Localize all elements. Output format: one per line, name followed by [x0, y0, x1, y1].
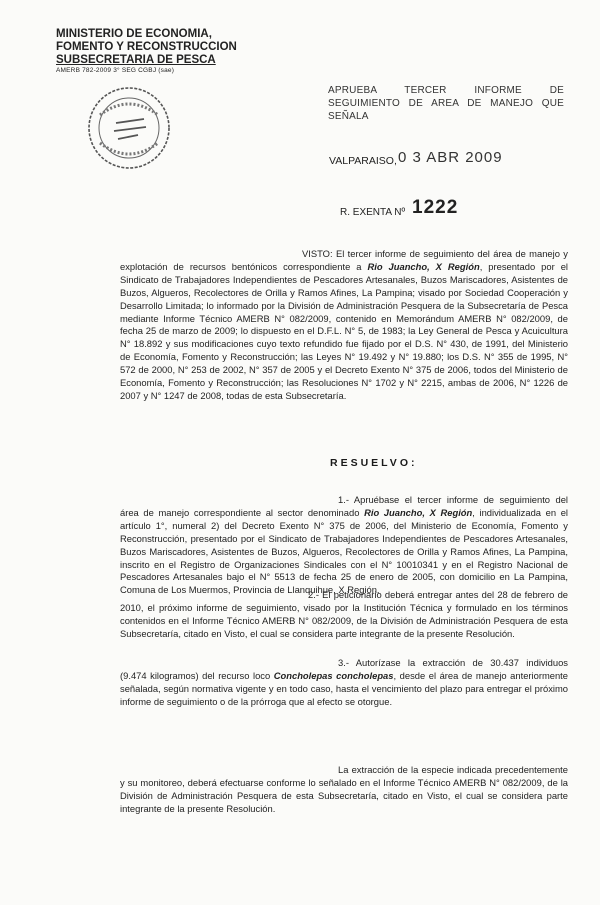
circular-stamp-icon: [86, 85, 172, 171]
resolution-subject: APRUEBA TERCER INFORME DE SEGUIMIENTO DE AREA DE MANEJO QUE SEÑALA: [328, 85, 564, 122]
article-3-continuation: La extracción de la especie indicada precedentemente y su monitoreo, deberá efectuarse conforme lo señalado en el Informe Técnico AMERB N° 082/2009, de la División de Administración Pesquera de esta Subsecretaría, citado en Visto, el cual se considera parte integrante de la presente Resolución.: [120, 764, 568, 814]
area-name: Rio Juancho, X Región: [364, 506, 473, 518]
article-1: 1.- Apruébase el tercer informe de seguimiento del área de manejo correspondiente al sector denominado Rio Juancho, X Región, individualizada en el artículo 1°, numeral 2) del Decreto Exento N° 375 de 2006, del Ministerio de Economía, Fomento y Reconstrucción, presentado por el Sindicato de Trabajadores Independientes de Pescadores Artesanales, Buzos Mariscadores, Asistentes de Buzos, Algueros, Recolectores de Orilla y Ramos Afines, La Pampina, inscrito en el Registro de Organizaciones Sindicales con el N° 10010341 y en el Registro Nacional de Pescadores Artesanales bajo el N° 5513 de fecha 25 de enero de 2005, con domicilio en La Pampina, Comuna de Los Muermos, Provincia de Llanquihue, X Región.: [120, 494, 568, 596]
visto-lead: VISTO:: [302, 248, 333, 259]
subsecretaria-name: SUBSECRETARIA DE PESCA: [56, 54, 216, 66]
ministry-name-line2: FOMENTO Y RECONSTRUCCION: [56, 41, 237, 53]
visto-paragraph: VISTO: El tercer informe de seguimiento del área de manejo y explotación de recursos bentónicos correspondiente a Rio Juancho, X Región, presentado por el Sindicato de Trabajadores Independientes de Pescadores Artesanales, Buzos Mariscadores, Asistentes de Buzos, Algueros, Recolectores de Orilla y Ramos Afines, La Pampina; visado por Sociedad Cooperación y Desarrollo Limitada; lo informado por la División de Administración Pesquera de la Subsecretaría de Pesca mediante Informe Técnico AMERB N° 082/2009, contenido en Memorándum AMERB N° 082/2009, de fecha 25 de marzo de 2009; lo dispuesto en el D.F.L. N° 5, de 1983; la Ley General de Pesca y Acuicultura N° 18.892 y sus modificaciones cuyo texto refundido fue fijado por el D.S. N° 430, de 1991, del Ministerio de Economía, Fomento y Reconstrucción; las Leyes N° 19.492 y N° 19.880; los D.S. N° 355 de 1995, N° 572 de 2000, N° 253 de 2002, N° 357 de 2005 y el Decreto Exento N° 375 de 2006, todos del Ministerio de Economía, Fomento y Reconstrucción; las Resoluciones N° 1702 y N° 2215, ambas de 2006, N° 1226 de 2007 y N° 1247 de 2008, todas de esta Subsecretaría.: [120, 248, 568, 401]
species-name: Concholepas concholepas: [273, 669, 394, 681]
ministry-name-line1: MINISTERIO DE ECONOMIA,: [56, 28, 212, 40]
area-name: Rio Juancho, X Región: [367, 260, 480, 272]
resolution-label: R. EXENTA Nº: [340, 207, 406, 218]
article-2: 2.- El peticionario deberá entregar antes del 28 de febrero de 2010, el próximo informe de seguimiento, visado por la Institución Técnica y formulado en los términos contenidos en el Informe Técnico AMERB N° 082/2009, de la División de Administración Pesquera de esta Subsecretaría, citado en Visto, el cual se considera parte integrante de la presente Resolución.: [120, 589, 568, 639]
place-label: VALPARAISO,: [329, 155, 397, 167]
letterhead: [56, 28, 237, 75]
article-3: 3.- Autorízase la extracción de 30.437 individuos (9.474 kilogramos) del recurso loco Concholepas concholepas, desde el área de manejo anteriormente señalada, según normativa vigente y en todo caso, hasta el vencimiento del plazo para entregar el próximo informe de seguimiento o de la prórroga que al efecto se otorgue.: [120, 657, 569, 707]
resolution-number: 1222: [412, 197, 459, 218]
resuelvo-heading: RESUELVO:: [330, 457, 418, 469]
reference-code: AMERB 782-2009 3° SEG CGBJ (sae): [56, 67, 175, 74]
date-stamp: 0 3 ABR 2009: [398, 149, 503, 166]
